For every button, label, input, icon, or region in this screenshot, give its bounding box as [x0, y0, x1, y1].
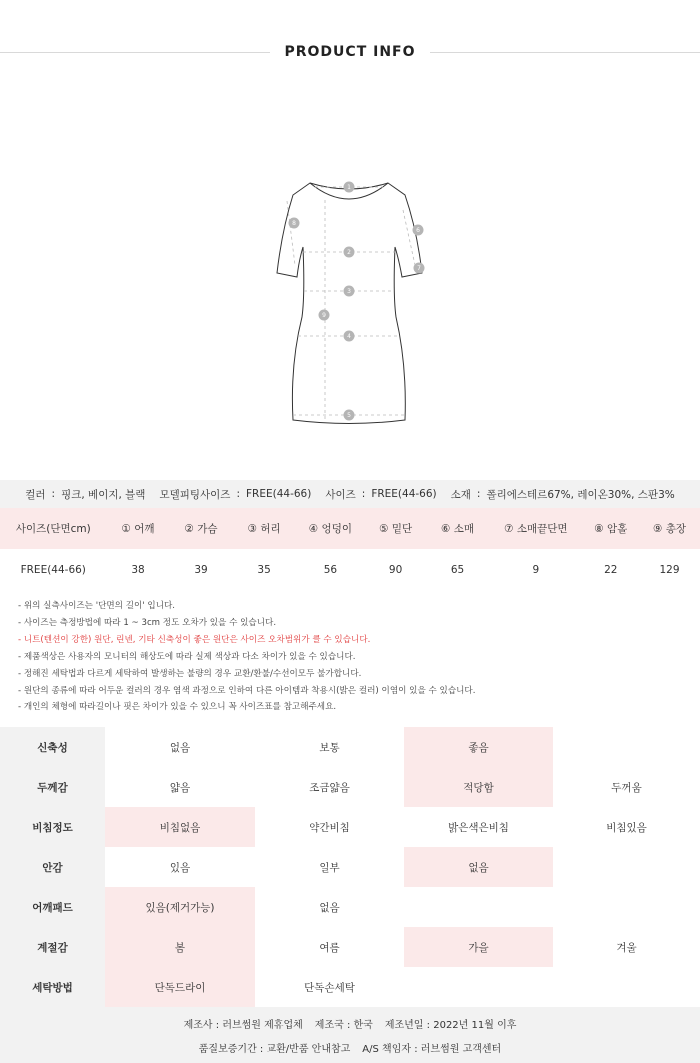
attribute-label: 세탁방법	[0, 967, 105, 1007]
size-cell: 65	[450, 563, 465, 576]
section-header	[0, 40, 700, 66]
attribute-option: 단독손세탁	[304, 981, 355, 994]
size-header-cell: 사이즈(단면cm)	[0, 508, 107, 549]
size-table-row	[0, 549, 700, 590]
attribute-label: 안감	[0, 847, 105, 887]
as-label: A/S 책임자 :	[362, 1043, 418, 1055]
attribute-option: 보통	[319, 741, 340, 754]
size-notes	[18, 598, 688, 716]
measure-marker-label: 6	[416, 227, 420, 235]
attribute-label: 어깨패드	[0, 887, 105, 927]
note-item: - 정해진 세탁법과 다르게 세탁하여 발생하는 불량의 경우 교환/환불/수선이모두 불가합니다.	[18, 668, 362, 679]
measure-marker-label: 9	[322, 312, 326, 320]
size-header-cell: ④ 엉덩이	[296, 508, 366, 549]
attribute-option-selected: 적당함	[404, 767, 553, 807]
as-value: 러브썸원 고객센터	[420, 1043, 502, 1055]
size-header-cell: ⑦ 소매끝단면	[489, 508, 582, 549]
note-item: - 제품색상은 사용자의 모니터의 해상도에 따라 실제 색상과 다소 차이가 있을 수 있습니다.	[18, 651, 356, 662]
attribute-option	[404, 887, 553, 927]
attribute-row	[0, 807, 700, 847]
size-cell: 38	[131, 563, 145, 576]
measure-marker-label: 4	[347, 333, 351, 341]
measure-marker-label: 8	[292, 220, 296, 228]
size-cell: 56	[323, 563, 338, 576]
attribute-option-selected: 단독드라이	[105, 967, 255, 1007]
size-header-cell: ① 어깨	[107, 508, 170, 549]
measure-marker-label: 1	[347, 184, 351, 192]
attribute-option-selected: 비침없음	[105, 807, 255, 847]
measure-marker-label: 2	[347, 249, 351, 257]
divider-right	[430, 52, 700, 53]
attribute-option: 있음	[169, 861, 191, 874]
attribute-option: 겨울	[616, 941, 637, 954]
size-header-cell: ③ 허리	[233, 508, 296, 549]
size-cell: 39	[194, 563, 208, 576]
country-label: 제조국 :	[314, 1019, 351, 1031]
size-header-cell: ⑨ 총장	[639, 508, 700, 549]
size-table-header	[0, 508, 700, 549]
attribute-option-selected: 가을	[404, 927, 553, 967]
size-header-cell: ⑤ 밑단	[365, 508, 426, 549]
dress-outline-illustration	[265, 165, 435, 435]
size-cell: 9	[532, 563, 540, 576]
attribute-option-selected: 없음	[404, 847, 553, 887]
attribute-row	[0, 727, 700, 767]
warranty-value: 교환/반품 안내참고	[266, 1043, 351, 1055]
page-title: PRODUCT INFO	[284, 44, 416, 60]
attribute-option-selected: 있음(제거가능)	[105, 887, 255, 927]
material-value: 폴리에스테르67%, 레이온30%, 스판3%	[486, 488, 675, 501]
attribute-option: 없음	[319, 901, 340, 914]
date-value: 2022년 11월 이후	[433, 1019, 517, 1031]
note-item: - 원단의 종류에 따라 어두운 컬러의 경우 염색 과정으로 인하여 다른 아이템과 착용시(밝은 컬러) 이염이 있을 수 있습니다.	[18, 685, 476, 696]
size-cell: 22	[604, 563, 618, 576]
date-label: 제조년일 :	[384, 1019, 431, 1031]
size-value: FREE(44-66)	[371, 488, 437, 500]
size-cell: 35	[257, 563, 271, 576]
dress-outline	[277, 183, 422, 424]
color-value: 핑크, 베이지, 블랙	[61, 488, 146, 501]
attribute-option: 일부	[319, 861, 340, 874]
attribute-option	[553, 727, 700, 767]
size-header-cell: ② 가슴	[170, 508, 233, 549]
attribute-option: 두꺼움	[611, 781, 642, 794]
fabric-attribute-grid	[0, 727, 700, 1007]
attribute-option-selected: 봄	[105, 927, 255, 967]
dress-measurement-diagram	[265, 165, 435, 435]
maker-value: 러브썸원 제휴업체	[222, 1019, 303, 1031]
attribute-label: 계절감	[0, 927, 105, 967]
country-value: 한국	[353, 1019, 373, 1031]
note-item: - 사이즈는 측정방법에 따라 1 ~ 3cm 정도 오차가 있을 수 있습니다.	[18, 617, 277, 628]
note-item: - 위의 실측사이즈는 '단면의 길이' 입니다.	[18, 601, 176, 611]
maker-label: 제조사 :	[183, 1019, 220, 1031]
note-item: - 개인의 체형에 따라길이나 핏은 차이가 있을 수 있으니 꼭 사이즈표를 참고해주세요.	[18, 702, 337, 713]
size-header-cell: ⑧ 암홀	[583, 508, 640, 549]
manufacturer-footer	[0, 1007, 700, 1063]
attribute-option: 없음	[169, 741, 191, 754]
attribute-option	[404, 967, 553, 1007]
size-cell: 129	[659, 563, 680, 576]
product-info-bar: 컬러 : 핑크, 베이지, 블랙 모델피팅사이즈 : FREE(44-66) 사이즈 : FREE(44-66) 소재 : 폴리에스테르67%, 레이온30%, 스판3%	[0, 480, 700, 508]
attribute-label: 두께감	[0, 767, 105, 807]
note-item-warning: - 니트(텐션이 강한) 원단, 린넨, 기타 신축성이 좋은 원단은 사이즈 오차범위가 클 수 있습니다.	[18, 634, 371, 645]
model-size-value: FREE(44-66)	[246, 488, 312, 500]
attribute-option: 조금얇음	[309, 781, 350, 794]
attribute-row	[0, 887, 700, 927]
divider-left	[0, 52, 270, 53]
size-cell: FREE(44-66)	[20, 563, 86, 576]
measure-lines	[287, 187, 415, 420]
attribute-label: 신축성	[0, 727, 105, 767]
attribute-row	[0, 967, 700, 1007]
color-label: 컬러	[25, 488, 46, 501]
measure-marker-label: 3	[347, 288, 351, 296]
attribute-option: 얇음	[169, 781, 191, 794]
attribute-option	[553, 887, 700, 927]
attribute-option-selected: 좋음	[404, 727, 553, 767]
model-size-label: 모델피팅사이즈	[159, 488, 231, 501]
measure-marker-label: 7	[417, 265, 421, 273]
attribute-option: 약간비침	[309, 821, 350, 834]
warranty-label: 품질보증기간 :	[198, 1043, 264, 1055]
attribute-option: 밝은색은비침	[448, 821, 509, 834]
attribute-option: 여름	[319, 941, 340, 954]
size-cell: 90	[388, 563, 403, 576]
material-label: 소재	[450, 488, 471, 501]
attribute-option	[553, 967, 700, 1007]
size-table	[0, 508, 700, 590]
measure-marker-label: 5	[347, 412, 351, 420]
attribute-row	[0, 767, 700, 807]
size-header-cell: ⑥ 소매	[426, 508, 489, 549]
attribute-row	[0, 847, 700, 887]
attribute-option	[553, 847, 700, 887]
attribute-option: 비침있음	[606, 821, 647, 834]
size-label: 사이즈	[325, 488, 356, 501]
attribute-row	[0, 927, 700, 967]
attribute-label: 비침정도	[0, 807, 105, 847]
